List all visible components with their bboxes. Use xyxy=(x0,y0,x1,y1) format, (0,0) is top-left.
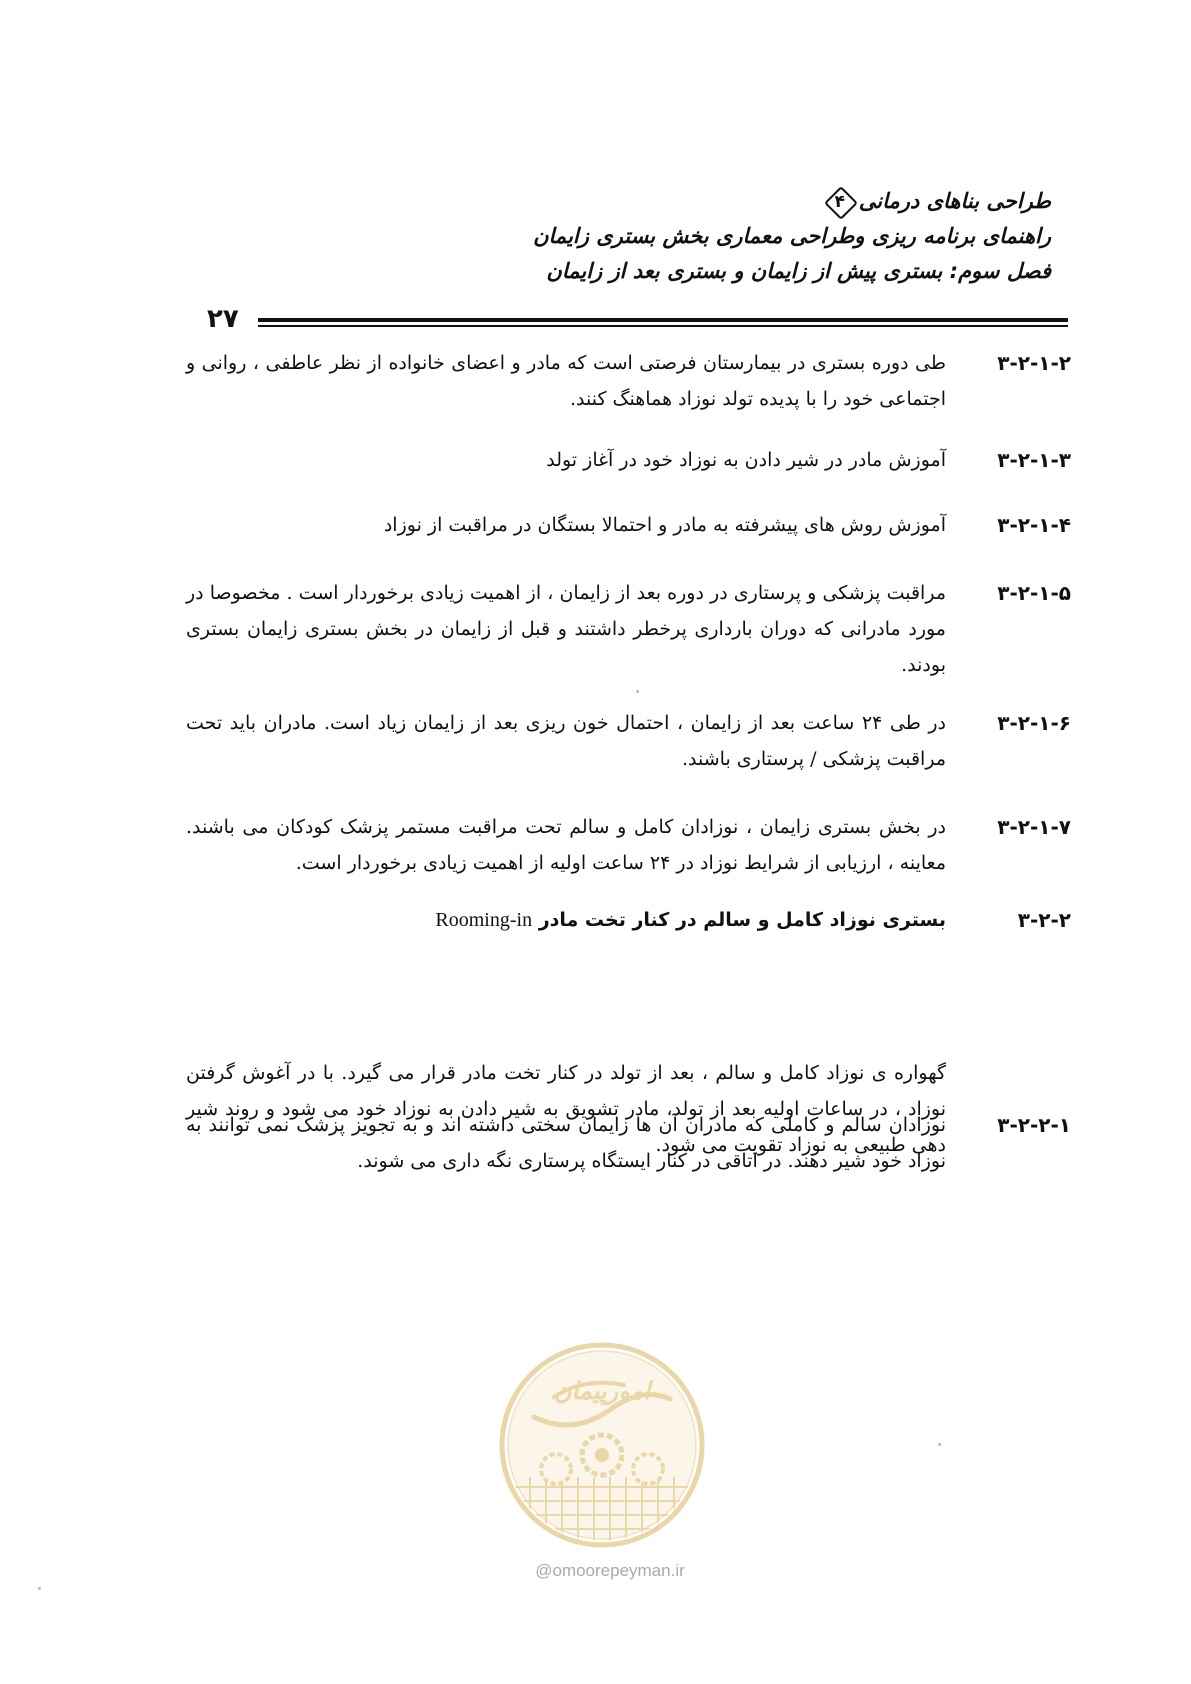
item-number: ۳-۲-۱-۵ xyxy=(997,581,1071,605)
running-header xyxy=(171,184,1051,289)
section-number: ۳-۲-۲ xyxy=(1017,908,1071,932)
scan-speck xyxy=(38,1587,41,1590)
page-number: ۲۷ xyxy=(207,304,239,334)
item-text: در طی ۲۴ ساعت بعد از زایمان ، احتمال خون ریزی بعد از زایمان زیاد است. مادران باید تحت مراقبت پزشکی / پرستاری باشند. xyxy=(186,712,946,770)
item-text: آموزش روش های پیشرفته به مادر و احتمالا بستگان در مراقبت از نوزاد xyxy=(383,514,946,536)
list-item xyxy=(111,1107,1071,1227)
section-paragraph: گهواره ی نوزاد کامل و سالم ، بعد از تولد در کنار تخت مادر قرار می گیرد. با در آغوش گرفتن نوزاد ، در ساعات اولیه بعد از تولد، مادر تشویق به شیر دادن به نوزاد خود می شود و روند شیر دهی طبیعی به نوزاد تقویت می شود. xyxy=(186,1062,946,1156)
scan-speck xyxy=(938,1443,941,1446)
header-rule-thin xyxy=(258,325,1068,327)
item-text: در بخش بستری زایمان ، نوزادان کامل و سالم تحت مراقبت مستمر پزشک کودکان می باشند. معاینه ، ارزیابی از شرایط نوزاد در ۲۴ ساعت اولیه از اهمیت زیادی برخوردار است. xyxy=(186,816,946,874)
item-number: ۳-۲-۱-۳ xyxy=(997,448,1071,472)
chapter-title: فصل سوم: بستری پیش از زایمان و بستری بعد از زایمان xyxy=(546,259,1051,283)
book-title: طراحی بناهای درمانی ۴ xyxy=(171,184,1051,219)
item-text: مراقبت پزشکی و پرستاری در دوره بعد از زایمان ، از اهمیت زیادی برخوردار است . مخصوصا در مورد مادرانی که دوران بارداری پرخطر داشتند و قبل از زایمان در بخش بستری زایمان بستری بودند. xyxy=(186,582,946,676)
item-number: ۳-۲-۱-۶ xyxy=(997,711,1071,735)
section-title: بستری نوزاد کامل و سالم در کنار تخت مادر Rooming-in xyxy=(435,909,946,931)
volume-number: ۴ xyxy=(834,192,845,212)
volume-badge-icon xyxy=(825,187,855,217)
item-text: طی دوره بستری در بیمارستان فرصتی است که مادر و اعضای خانواده از نظر عاطفی ، روانی و اجتماعی خود را با پدیده تولد نوزاد هماهنگ کنند. xyxy=(186,352,946,410)
scan-speck xyxy=(636,690,639,693)
section-heading xyxy=(111,902,1071,1022)
watermark-logo-text: امورپیمان xyxy=(553,1377,651,1405)
watermark-url: @omoorepeyman.ir xyxy=(535,1561,685,1580)
list-item xyxy=(111,575,1071,695)
item-number: ۳-۲-۲-۱ xyxy=(997,1113,1071,1137)
item-text: آموزش مادر در شیر دادن به نوزاد خود در آغاز تولد xyxy=(546,449,946,471)
watermark-logo xyxy=(494,1337,710,1553)
item-text: نوزادان سالم و کاملی که مادران آن ها زایمان سختی داشته اند و به تجویز پزشک نمی توانند به نوزاد خود شیر دهند. در اتاقی در کنار ایستگاه پرستاری نگه داری می شوند. xyxy=(186,1114,946,1172)
item-number: ۳-۲-۱-۲ xyxy=(997,351,1071,375)
item-number: ۳-۲-۱-۴ xyxy=(997,513,1071,537)
item-number: ۳-۲-۱-۷ xyxy=(997,815,1071,839)
guide-title: راهنمای برنامه ریزی وطراحی معماری بخش بستری زایمان xyxy=(533,224,1051,248)
section-title-latin: Rooming-in xyxy=(435,909,533,931)
header-rule-thick xyxy=(258,318,1068,322)
list-item xyxy=(111,705,1071,825)
